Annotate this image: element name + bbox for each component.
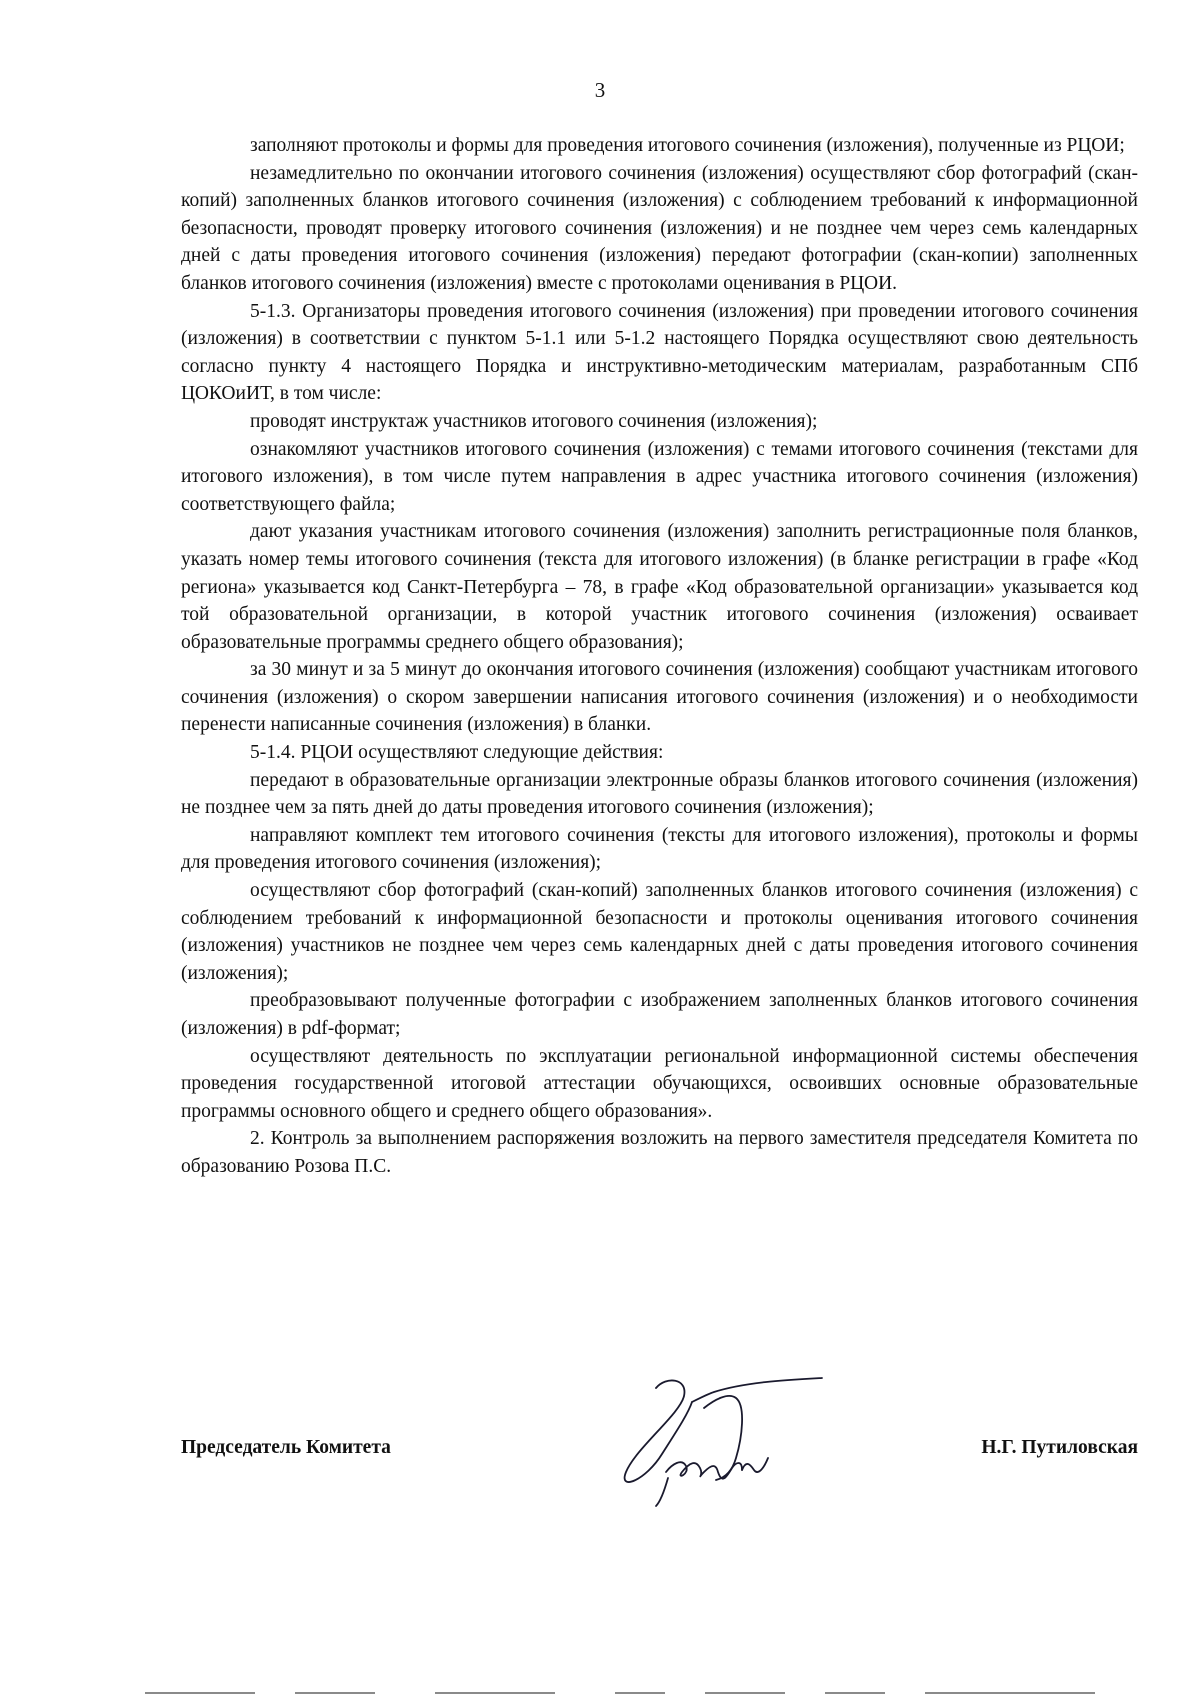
paragraph: осуществляют сбор фотографий (скан-копий) заполненных бланков итогового сочинения (изложения) с соблюдением требований к информационной безопасности и протоколы оценивания итогового сочинения (изложения) участников не позднее чем через семь календарных дней с даты проведения итогового сочинения (изложения); <box>181 880 1138 984</box>
signatory-name: Н.Г. Путиловская <box>981 1437 1138 1458</box>
paragraph: преобразовывают полученные фотографии с изображением заполненных бланков итогового сочинения (изложения) в pdf-формат; <box>181 990 1138 1039</box>
paragraph: проводят инструктаж участников итогового сочинения (изложения); <box>250 410 818 432</box>
paragraph: 5-1.3. Организаторы проведения итогового сочинения (изложения) при проведении итогового сочинения (изложения) в соответствии с пунктом 5-1.1 или 5-1.2 настоящего Порядка осуществляют свою деятельность согласно пункту 4 настоящего Порядка и инструктивно-методическим материалам, разработанным СПб ЦОКОиИТ, в том числе: <box>181 300 1138 405</box>
paragraph: направляют комплект тем итогового сочинения (тексты для итогового изложения), протоколы и формы для проведения итогового сочинения (изложения); <box>181 824 1138 874</box>
signatory-title: Председатель Комитета <box>181 1437 391 1458</box>
paragraph: ознакомляют участников итогового сочинения (изложения) с темами итогового сочинения (текстами для итогового изложения), в том числе путем направления в адрес участника итогового сочинения (изложения) соответствующего файла; <box>181 438 1138 515</box>
scan-edge-marks <box>145 1690 1095 1696</box>
page-number: 3 <box>594 78 606 102</box>
paragraph: за 30 минут и за 5 минут до окончания итогового сочинения (изложения) сообщают участникам итогового сочинения (изложения) о скором завершении написания итогового сочинения (изложения) и о необходимости перенести написанные сочинения (изложения) в бланки. <box>181 659 1138 736</box>
document-body <box>181 132 1138 1181</box>
paragraph: 2. Контроль за выполнением распоряжения возложить на первого заместителя председателя Комитета по образованию Розова П.С. <box>181 1128 1138 1177</box>
paragraph: заполняют протоколы и формы для проведения итогового сочинения (изложения), полученные из РЦОИ; <box>250 135 1125 156</box>
paragraph: осуществляют деятельность по эксплуатации региональной информационной системы обеспечения проведения государственной итоговой аттестации обучающихся, освоивших основные образовательные программы основного общего и среднего общего образования». <box>181 1045 1138 1122</box>
paragraph: 5-1.4. РЦОИ осуществляют следующие действия: <box>250 742 664 764</box>
paragraph: незамедлительно по окончании итогового сочинения (изложения) осуществляют сбор фотографий (скан-копий) заполненных бланков итогового сочинения (изложения) с соблюдением требований к информационной безопасности, проводят проверку итогового сочинения (изложения) и не позднее чем через семь календарных дней с даты проведения итогового сочинения (изложения) передают фотографии (скан-копии) заполненных бланков итогового сочинения (изложения) вместе с протоколами оценивания в РЦОИ. <box>181 162 1138 294</box>
paragraph: передают в образовательные организации электронные образы бланков итогового сочинения (изложения) не позднее чем за пять дней до даты проведения итогового сочинения (изложения); <box>181 769 1138 819</box>
signature-block <box>181 1437 1138 1467</box>
paragraph: дают указания участникам итогового сочинения (изложения) заполнить регистрационные поля бланков, указать номер темы итогового сочинения (текста для итогового изложения) (в бланке регистрации в графе «Код региона» указывается код Санкт-Петербурга – 78, в графе «Код образовательной организации» указывается код той образовательной организации, в которой участник итогового сочинения (изложения) осваивает образовательные программы среднего общего образования); <box>181 521 1138 653</box>
